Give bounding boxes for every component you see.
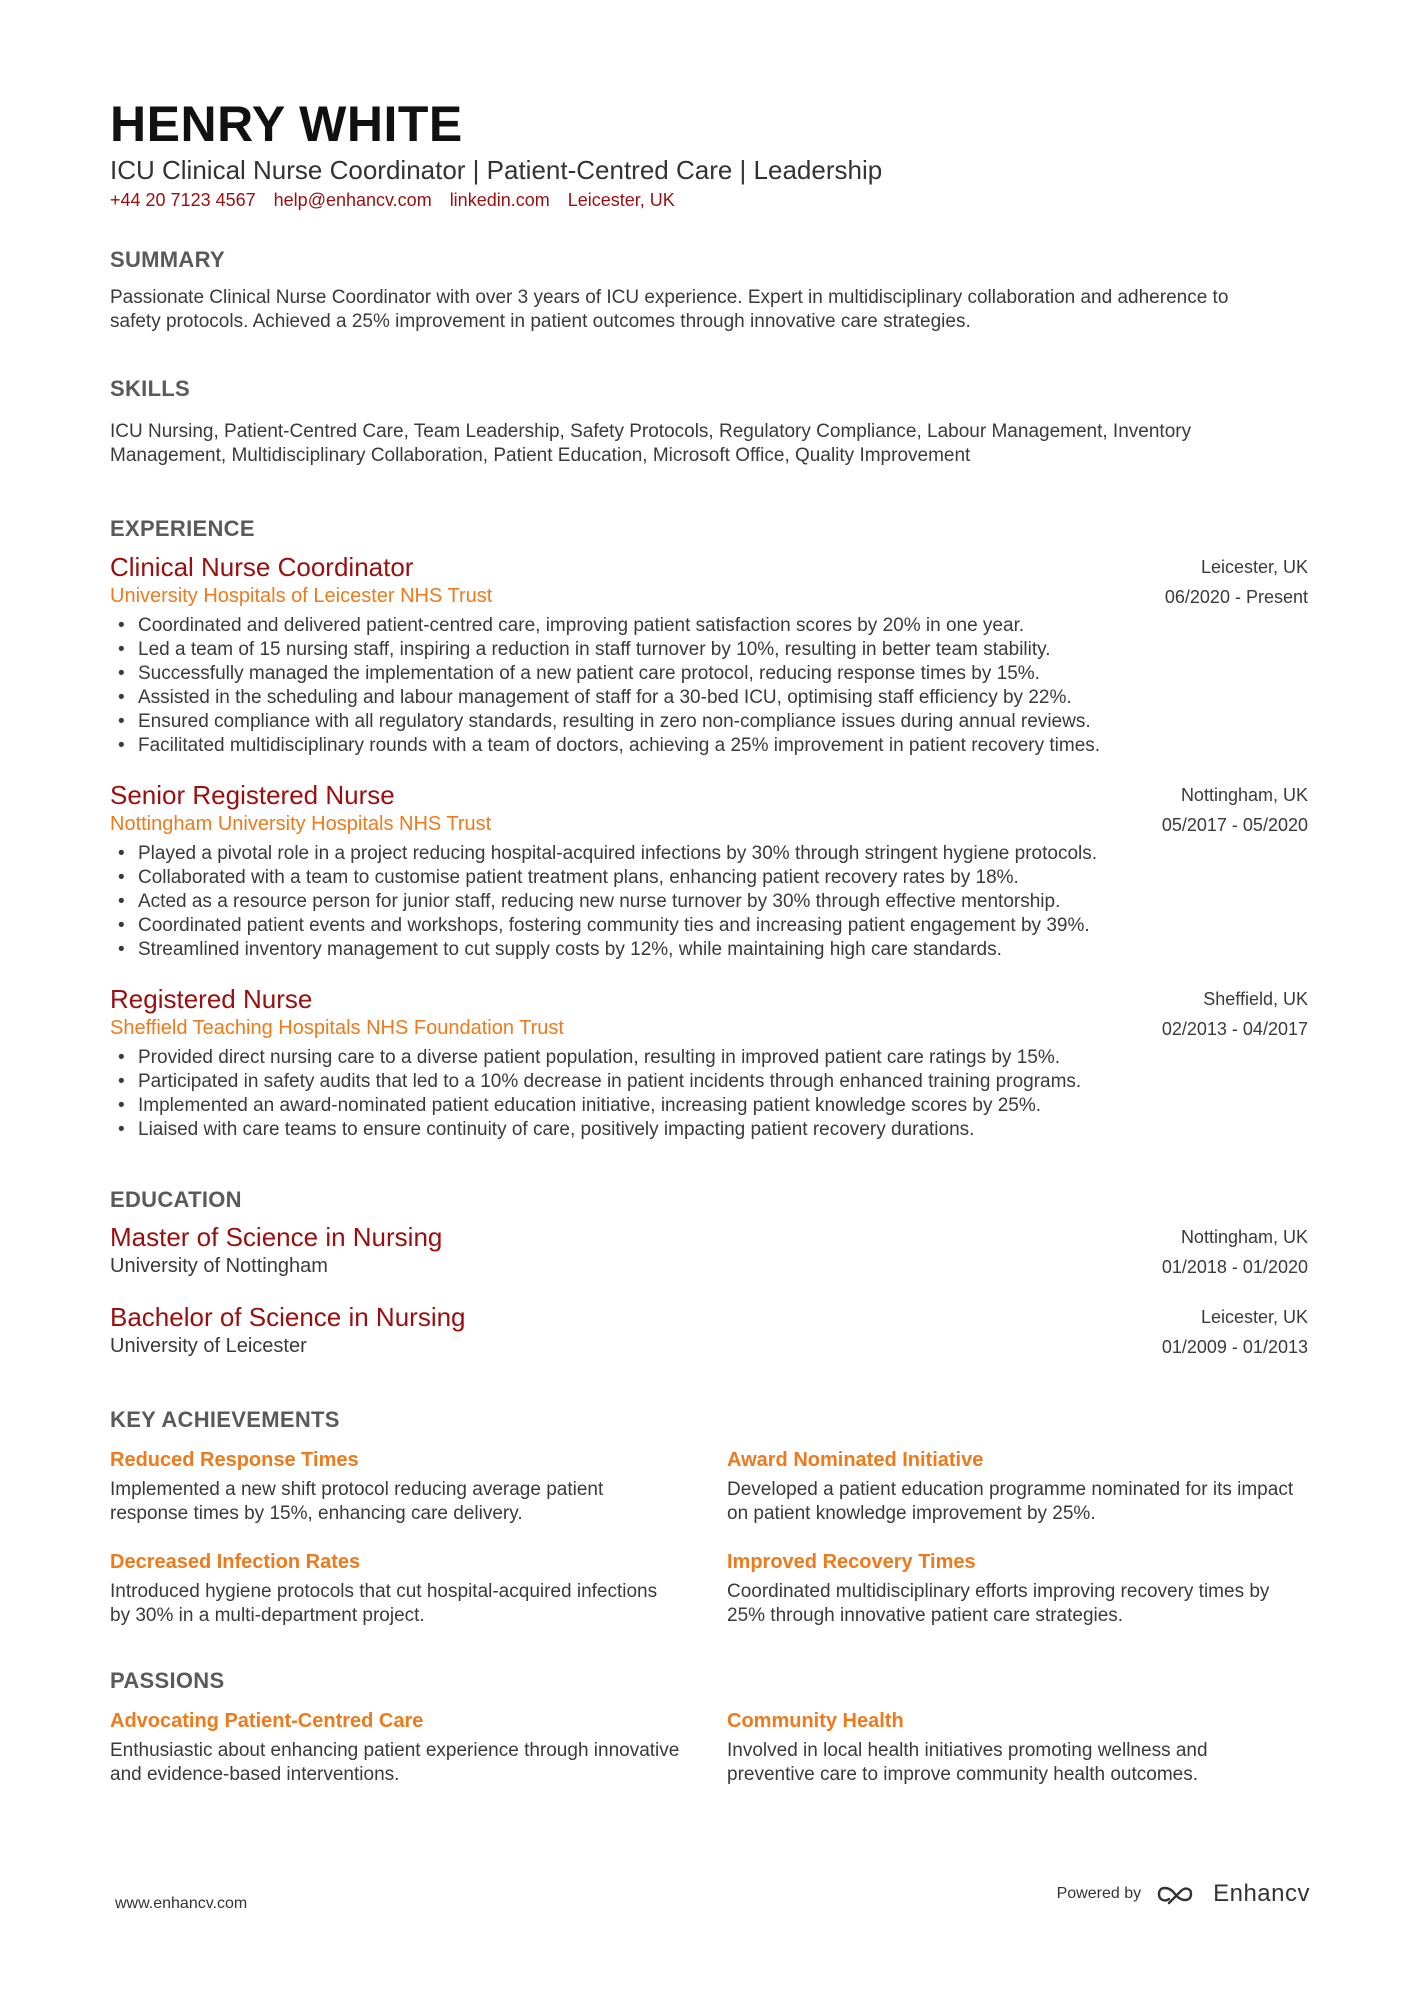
headline: ICU Clinical Nurse Coordinator | Patient-Centred Care | Leadership [110, 155, 883, 185]
achievement-text: Implemented a new shift protocol reducing average patient response times by 15%, enhancing care delivery. [110, 1479, 604, 1524]
bullet-item: • Implemented an award-nominated patient education initiative, increasing patient knowledge scores by 25%. [110, 1094, 1308, 1118]
summary-text: Passionate Clinical Nurse Coordinator with over 3 years of ICU experience. Expert in multidisciplinary collaboration and adherence to safety protocols. Achieved a 25% improvement in patient outcomes through innovative care strategies. [110, 287, 1229, 332]
job-title: Clinical Nurse Coordinator [110, 552, 414, 582]
achievement-title: Reduced Response Times [110, 1449, 359, 1471]
passion-item [727, 1707, 1297, 1787]
job-dates: 05/2017 - 05/2020 [1161, 815, 1308, 835]
job-meta [1162, 780, 1308, 840]
passion-text: Enthusiastic about enhancing patient experience through innovative and evidence-based interventions. [110, 1740, 680, 1785]
passion-title: Advocating Patient-Centred Care [110, 1710, 424, 1732]
job-dates: 06/2020 - Present [1164, 587, 1308, 607]
school-name: University of Nottingham [110, 1255, 328, 1277]
achievement-title: Decreased Infection Rates [110, 1551, 361, 1573]
bullet-item: • Collaborated with a team to customise patient treatment plans, enhancing patient recovery rates by 18%. [110, 866, 1308, 890]
bullet-item: • Ensured compliance with all regulatory standards, resulting in zero non-compliance issues during annual reviews. [110, 710, 1308, 734]
passion-title: Community Health [727, 1710, 904, 1732]
summary-heading: SUMMARY [110, 247, 225, 272]
achievement-title: Award Nominated Initiative [727, 1449, 984, 1471]
experience-entry [110, 552, 1308, 758]
education-entry [110, 1222, 1308, 1280]
bullet-item: • Led a team of 15 nursing staff, inspiring a reduction in staff turnover by 10%, resulting in better team stability. [110, 638, 1308, 662]
bullet-item: • Coordinated patient events and workshops, fostering community ties and increasing patient engagement by 39%. [110, 914, 1308, 938]
job-employer: Sheffield Teaching Hospitals NHS Foundation Trust [110, 1017, 564, 1039]
achievement-text: Developed a patient education programme nominated for its impact on patient knowledge improvement by 25%. [727, 1479, 1294, 1524]
bullet-item: • Coordinated and delivered patient-centred care, improving patient satisfaction scores by 20% in one year. [110, 614, 1308, 638]
education-dates: 01/2018 - 01/2020 [1161, 1257, 1308, 1277]
job-meta [1162, 984, 1308, 1044]
job-location: Leicester, UK [1200, 557, 1308, 577]
education-heading: EDUCATION [110, 1187, 242, 1212]
job-bullets [110, 614, 1308, 758]
candidate-name: HENRY WHITE [110, 96, 463, 152]
degree-title: Bachelor of Science in Nursing [110, 1302, 466, 1332]
bullet-item: • Facilitated multidisciplinary rounds with a team of doctors, achieving a 25% improvement in patient recovery times. [110, 734, 1308, 758]
footer-branding [1057, 1880, 1310, 1908]
contact-email[interactable]: help@enhancv.com [273, 190, 432, 210]
passion-item [110, 1707, 680, 1787]
enhancv-logo-icon [1155, 1881, 1199, 1907]
contact-row [110, 190, 675, 211]
education-location: Leicester, UK [1200, 1307, 1308, 1327]
contact-linkedin[interactable]: linkedin.com [449, 190, 550, 210]
skills-text: ICU Nursing, Patient-Centred Care, Team Leadership, Safety Protocols, Regulatory Compliance, Labour Management, Inventory Management, Multidisciplinary Collaboration, Patient Education, Microsoft Office, Quality Improvement [110, 421, 1192, 466]
bullet-item: • Streamlined inventory management to cut supply costs by 12%, while maintaining high care standards. [110, 938, 1308, 962]
job-employer: Nottingham University Hospitals NHS Trust [110, 813, 492, 835]
achievement-text: Coordinated multidisciplinary efforts improving recovery times by 25% through innovative patient care strategies. [727, 1581, 1270, 1626]
bullet-item: • Successfully managed the implementation of a new patient care protocol, reducing response times by 15%. [110, 662, 1308, 686]
powered-by-label: Powered by [1056, 1885, 1142, 1902]
bullet-item: • Provided direct nursing care to a diverse patient population, resulting in improved patient care ratings by 15%. [110, 1046, 1308, 1070]
education-dates: 01/2009 - 01/2013 [1161, 1337, 1308, 1357]
education-meta [1162, 1222, 1308, 1282]
school-name: University of Leicester [110, 1335, 307, 1357]
passions-heading: PASSIONS [110, 1668, 225, 1693]
job-dates: 02/2013 - 04/2017 [1161, 1019, 1308, 1039]
footer-website[interactable]: www.enhancv.com [115, 1895, 248, 1912]
achievement-title: Improved Recovery Times [727, 1551, 976, 1573]
job-employer: University Hospitals of Leicester NHS Trust [110, 585, 493, 607]
experience-heading: EXPERIENCE [110, 516, 255, 541]
job-bullets [110, 842, 1308, 962]
bullet-item: • Played a pivotal role in a project reducing hospital-acquired infections by 30% through stringent hygiene protocols. [110, 842, 1308, 866]
achievement-text: Introduced hygiene protocols that cut hospital-acquired infections by 30% in a multi-department project. [110, 1581, 658, 1626]
passion-text: Involved in local health initiatives promoting wellness and preventive care to improve community health outcomes. [727, 1740, 1208, 1785]
bullet-item: • Assisted in the scheduling and labour management of staff for a 30-bed ICU, optimising staff efficiency by 22%. [110, 686, 1308, 710]
enhancv-brand-name[interactable]: Enhancv [1213, 1880, 1310, 1907]
job-location: Nottingham, UK [1180, 785, 1308, 805]
bullet-item: • Acted as a resource person for junior staff, reducing new nurse turnover by 30% through effective mentorship. [110, 890, 1308, 914]
achievement-item [727, 1446, 1297, 1526]
job-title: Senior Registered Nurse [110, 780, 395, 810]
education-entry [110, 1302, 1308, 1360]
degree-title: Master of Science in Nursing [110, 1222, 443, 1252]
achievement-item [110, 1446, 680, 1526]
job-bullets [110, 1046, 1308, 1142]
achievements-heading: KEY ACHIEVEMENTS [110, 1407, 340, 1432]
education-meta [1162, 1302, 1308, 1362]
job-location: Sheffield, UK [1203, 989, 1308, 1009]
contact-phone[interactable]: +44 20 7123 4567 [110, 190, 256, 210]
experience-entry [110, 984, 1308, 1142]
job-meta [1165, 552, 1308, 612]
bullet-item: • Liaised with care teams to ensure continuity of care, positively impacting patient recovery durations. [110, 1118, 1308, 1142]
job-title: Registered Nurse [110, 984, 313, 1014]
bullet-item: • Participated in safety audits that led to a 10% decrease in patient incidents through enhanced training programs. [110, 1070, 1308, 1094]
education-location: Nottingham, UK [1180, 1227, 1308, 1247]
skills-heading: SKILLS [110, 376, 191, 401]
achievement-item [110, 1548, 680, 1628]
achievement-item [727, 1548, 1297, 1628]
experience-entry [110, 780, 1308, 962]
contact-location: Leicester, UK [567, 190, 675, 210]
